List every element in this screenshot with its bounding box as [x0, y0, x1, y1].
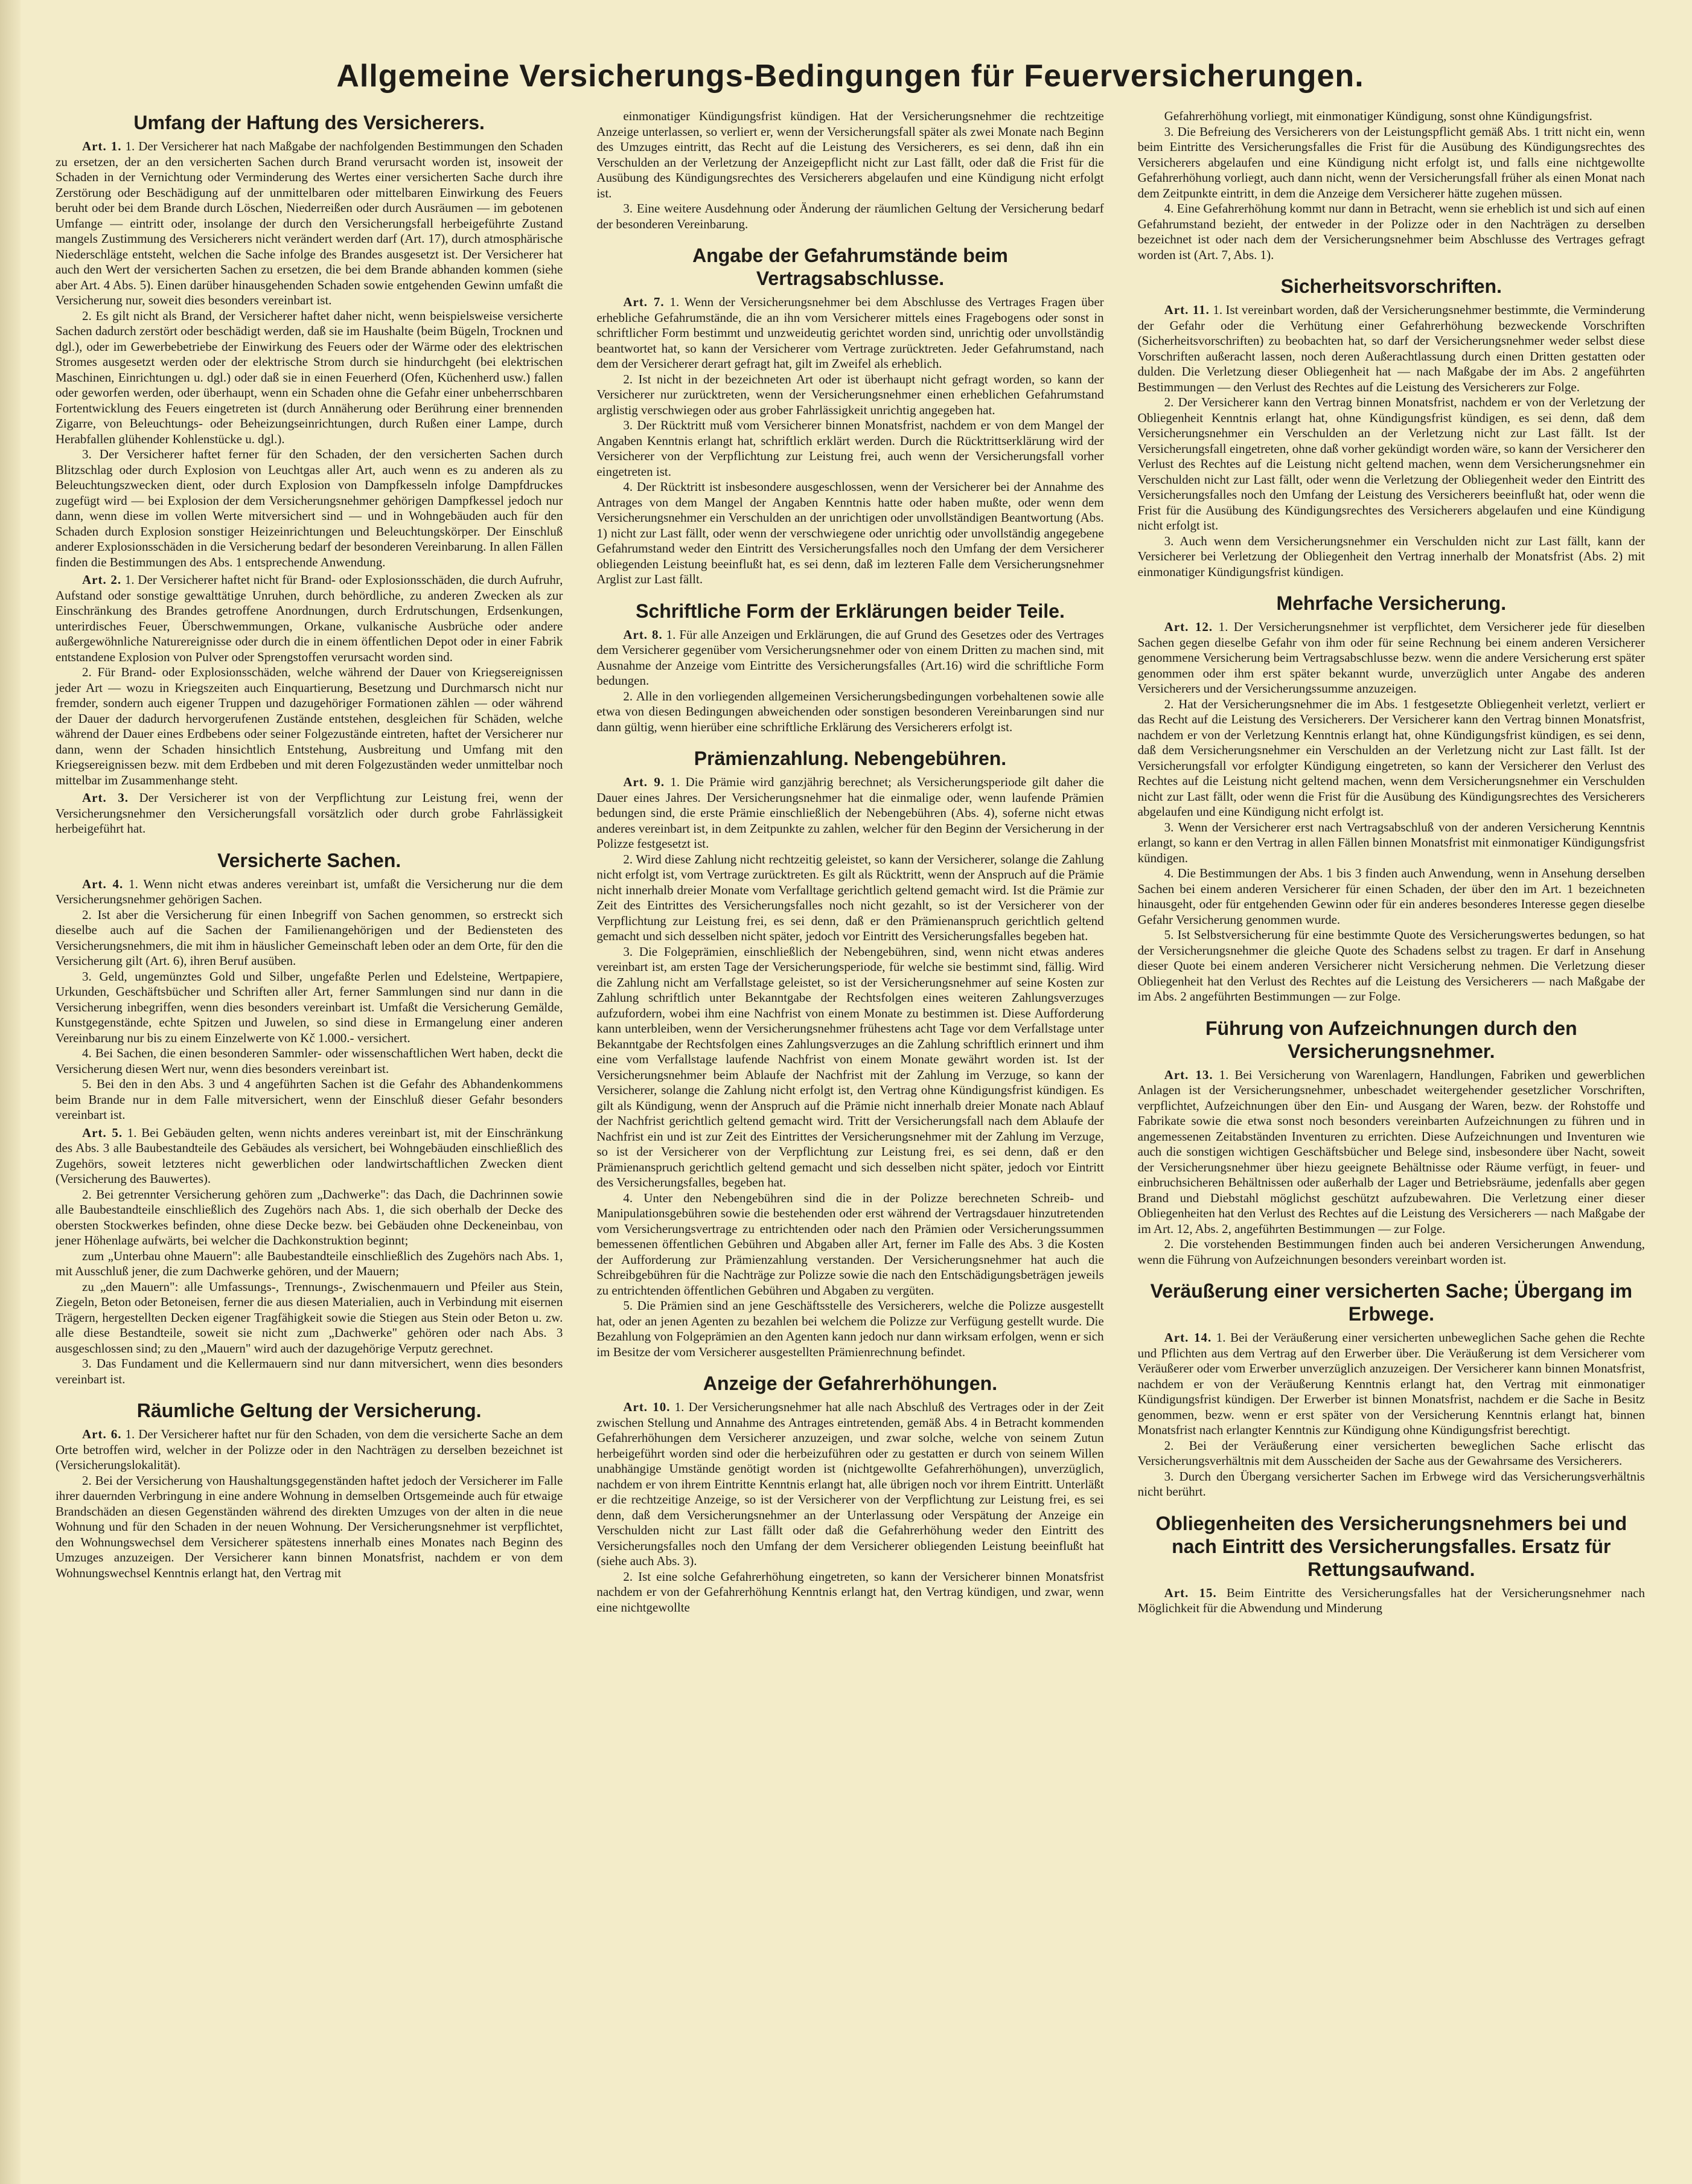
paragraph-text: 2. Für Brand- oder Explosionsschäden, welche während der Dauer von Kriegsereignissen jeder Art — wozu in Kriegszeiten auch Einquartierung, Besetzung und Durchmarsch nicht nur fremder, sondern auch eigener Truppen und dazugehöriger Formationen zählen — oder während der Dauer der dadurch hervorgerufenen Zustände entstehen, desgleichen für Schäden, welche während der Dauer eines Erdbebens oder seiner Folgezustände eintreten, haftet der Versicherer nur dann, wenn der Schaden hinsichtlich Entstehung, Ausbreitung und Umfang mit den Kriegsereignissen bezw. mit dem Erdbeben und mit deren Folgezuständen weder unmittelbar noch mittelbar im Zusammenhange steht.	[56, 665, 563, 787]
paragraph-text: 3. Die Befreiung des Versicherers von der Leistungspflicht gemäß Abs. 1 tritt nicht ein, wenn beim Eintritte des Versicherungsfalles die Frist für die Ausübung des Kündigungsrechtes des Versicherers abgelaufen und eine Kündigung nicht erfolgt ist, und falls eine nichtgewollte Gefahrerhöhung vorliegt, auch dann nicht, wenn der Versicherungsfall früher als einen Monat nach dem Zeitpunkte eintritt, in dem die Anzeige dem Versicherer hätte zugehen müssen.	[1137, 124, 1645, 200]
section	[1138, 109, 1645, 263]
paragraph	[1138, 1438, 1645, 1469]
paragraph-text: 4. Die Bestimmungen der Abs. 1 bis 3 finden auch Anwendung, wenn in Ansehung derselben Sachen bei einem anderen Versicherer für einen Schaden, der über den im Art. 1 bezeichneten hinausgeht, oder für entgehenden Gewinn oder für ein anderes besonderes Interesse gegen dieselbe Gefahr Versicherung genommen wurde.	[1137, 866, 1645, 927]
paragraph	[56, 1473, 563, 1581]
article-label: Art. 12.	[1164, 620, 1213, 634]
paragraph-text: Beim Eintritte des Versicherungsfalles hat der Versicherungsnehmer nach Möglichkeit für die Abwendung und Minderung	[1137, 1585, 1645, 1615]
section-heading: Führung von Aufzeichnungen durch den Versicherungsnehmer.	[1205, 1017, 1577, 1062]
section	[1138, 275, 1645, 580]
section	[596, 109, 1103, 232]
section-heading: Angabe der Gefahrumstände beim Vertragsabschlusse.	[692, 245, 1008, 289]
paragraph	[1138, 620, 1645, 697]
paragraph	[1138, 395, 1645, 534]
section-heading: Schriftliche Form der Erklärungen beider Teile.	[636, 600, 1065, 622]
section-heading: Versicherte Sachen.	[217, 849, 401, 871]
section-heading: Anzeige der Gefahrerhöhungen.	[703, 1372, 998, 1394]
paragraph	[1138, 109, 1645, 124]
paragraph	[56, 139, 563, 309]
paragraph	[56, 1046, 563, 1077]
paragraph	[596, 295, 1103, 372]
paragraph	[1138, 927, 1645, 1005]
paragraph-text: 3. Wenn der Versicherer erst nach Vertragsabschluß von der anderen Versicherung Kenntnis erlangt, so kann er den Vertrag in allen Fällen binnen Monatsfrist mit einmonatiger Kündigungsfrist kündigen.	[1137, 819, 1645, 865]
article-label: Art. 9.	[623, 775, 665, 789]
section	[596, 244, 1103, 588]
paragraph-text: 2. Es gilt nicht als Brand, der Versicherer haftet daher nicht, wenn beispielsweise versicherte Sachen dadurch zerstört oder beschädigt werden, daß sie im Haushalte (beim Bügeln, Trocknen und dgl.), oder im Gewerbebetriebe der Einwirkung des Feuers oder der Wärme oder des elektrischen Stromes ausgesetzt werden oder der elektrische Strom durch sie hindurchgeht (bei elektrischen Maschinen, Einrichtungen u. dgl.) oder daß sie in einen Feuerherd (Ofen, Küchenherd usw.) fallen oder geworfen werden, oder überhaupt, wenn ein Schaden ohne die Gefahr einer unbeherrschbaren Fortentwicklung des Feuers eingetreten ist (durch Annäherung oder Berührung einer brennenden Zigarre, von Beleuchtungs- oder Beheizungseinrichtungen, durch Rußen einer Lampe, durch Herabfallen glühender Kohlenstücke u. dgl.).	[56, 308, 563, 446]
paragraph-text: zu „den Mauern": alle Umfassungs-, Trennungs-, Zwischenmauern und Pfeiler aus Stein, Ziegeln, Beton oder Betoneisen, ferner die aus diesen Materialien, auch in Verbindung mit eisernen Trägern, hergestellten Decken eigener Tragfähigkeit sowie die Stiegen aus Stein oder Beton u. zw. alle diese Bestandteile, soweit sie nicht zum „Dachwerke" gehören oder nach Abs. 3 ausgeschlossen sind; zu den „Mauern" wird auch der dazugehörige Verputz gerechnet.	[56, 1279, 563, 1356]
paragraph	[596, 852, 1103, 944]
paragraph	[56, 309, 563, 447]
section-heading: Mehrfache Versicherung.	[1276, 592, 1507, 614]
paragraph-text: 1. Bei Versicherung von Warenlagern, Handlungen, Fabriken und gewerblichen Anlagen ist der Versicherungsnehmer, unbeschadet weitergehender gesetzlicher Vorschriften, verpflichtet, Aufzeichnungen über den Ein- und Ausgang der Waren, bezw. der Rohstoffe und Fabrikate sowie die etwa sonst noch besonders vereinbarten Aufzeichnungen zu führen und in angemessenen Zeitabständen Inventuren zu errichten. Diese Aufzeichnungen und Inventuren wie auch die sonstigen wichtigen Geschäftsbücher und Belege sind, insbesondere über Nacht, soweit der Versicherungsnehmer über hiezu geeignete Behältnisse oder Räume verfügt, in feuer- und einbruchsicheren Behältnissen oder außerhalb der Lager und Betriebsräume, jedenfalls aber gegen Brand und Diebstahl möglichst geschützt aufzubewahren. Die Verletzung einer dieser Obliegenheiten hat den Verlust des Rechtes auf die Leistung des Versicherers — nach Maßgabe der im Art. 12, Abs. 2, angeführten Bestimmungen — zur Folge.	[1137, 1067, 1646, 1236]
paragraph-text: 1. Der Versicherungsnehmer ist verpflichtet, dem Versicherer jede für dieselben Sachen gegen dieselbe Gefahr von ihm oder für seine Rechnung bei einem anderen Versicherer genommene Versicherung beim Vertragsabschlusse bezw. wenn die andere Versicherung erst später genommen oder ihm erst später bekannt wurde, unverzüglich unter Angabe des anderen Versicherers und der Versicherungssumme anzuzeigen.	[1137, 620, 1645, 696]
paragraph	[56, 1356, 563, 1387]
article-label: Art. 8.	[623, 627, 663, 642]
section-heading: Sicherheitsvorschriften.	[1280, 275, 1502, 297]
paragraph-text: 3. Die Folgeprämien, einschließlich der Nebengebühren, sind, wenn nicht etwas anderes vereinbart ist, am ersten Tage der Versicherungsperiode, für welche sie bestimmt sind, fällig. Wird die Zahlung nicht am Verfallstage geleistet, so ist der Versicherungsnehmer auf seine Kosten zur Zahlung schriftlich unter Bekanntgabe der Rechtsfolgen eines weiteren Zahlungsverzuges aufzufordern, wobei ihm eine Nachfrist von einem Monate zu bestimmen ist. Diese Aufforderung kann unterbleiben, wenn der Versicherungsnehmer frühestens acht Tage vor dem Verfallstage unter Bekanntgabe der Rechtsfolgen eines Zahlungsverzuges an die Zahlung schriftlich erinnert und ihm eine vom Verfallstage laufende Nachfrist von einem Monate gewährt worden ist. Ist der Versicherungsnehmer beim Ablaufe der Nachfrist mit der Zahlung im Verzuge, so kann der Versicherer, solange die Zahlung nicht erfolgt ist, den Vertrag ohne Kündigungsfrist kündigen. Es gilt als Kündigung, wenn der Anspruch auf die Prämie nicht innerhalb dreier Monate nach Ablauf der Nachfrist gerichtlich geltend gemacht wird. Tritt der Versicherungsfall nach dem Ablaufe der Nachfrist ein und ist zur Zeit des Eintrittes der Versicherungsnehmer mit der Zahlung im Verzuge, so ist der Versicherer von der Verpflichtung zur Leistung frei, es sei denn, daß er den Prämienanspruch gerichtlich geltend gemacht und sich desselben nicht später, jedoch vor Eintritt des Versicherungsfalles, begeben hat.	[596, 944, 1104, 1190]
paragraph-text: 1. Wenn nicht etwas anderes vereinbart ist, umfaßt die Versicherung nur die dem Versicherungsnehmer gehörigen Sachen.	[56, 876, 563, 906]
article-label: Art. 10.	[623, 1400, 671, 1414]
article-label: Art. 15.	[1164, 1585, 1217, 1600]
paragraph-text: 5. Bei den in den Abs. 3 und 4 angeführten Sachen ist die Gefahr des Abhandenkommens beim Brande nur in dem Falle mitversichert, wenn der Einschluß dieser Gefahr besonders vereinbart ist.	[56, 1077, 563, 1122]
paragraph	[1138, 124, 1645, 202]
paragraph	[596, 1400, 1103, 1569]
paragraph	[596, 1191, 1103, 1299]
paragraph-text: 5. Die Prämien sind an jene Geschäftsstelle des Versicherers, welche die Polizze ausgestellt hat, oder an jenen Agenten zu bezahlen bei welchem die Polizze zur Verfügung gestellt wurde. Die Bezahlung von Folgeprämien an den Agenten kann jedoch nur dann wirksam erfolgen, wenn er sich im Besitze der vom Versicherer ausgestellten Prämienrechnung befindet.	[596, 1298, 1104, 1359]
paragraph	[596, 109, 1103, 201]
section	[1138, 1017, 1645, 1268]
paragraph	[596, 944, 1103, 1191]
paragraph-text: 2. Hat der Versicherungsnehmer die im Abs. 1 festgesetzte Obliegenheit verletzt, verliert er das Recht auf die Leistung des Versicherers. Der Versicherer kann den Vertrag binnen Monatsfrist, nachdem er von der Verletzung Kenntnis erlangt hat, ohne Kündigungsfrist kündigen, es sei denn, daß dem Versicherungsnehmer ein Verschulden an der Verletzung nicht zur Last fällt. Ist der Versicherungsfall vor erfolgter Kündigung eingetreten, so kann der Versicherer den Verlust des Rechtes auf die Leistung nicht geltend machen, wenn dem Versicherungsnehmer ein Verschulden nicht zur Last fällt, oder wenn die Frist für die Ausübung des Kündigungsrechtes des Versicherers abgelaufen und eine Kündigung nicht erfolgt ist.	[1137, 696, 1645, 819]
article-label: Art. 11.	[1164, 303, 1210, 317]
paragraph-text: 1. Der Versicherungsnehmer hat alle nach Abschluß des Vertrages oder in der Zeit zwischen Stellung und Annahme des Antrages eintretenden, gemäß Abs. 4 in Betracht kommenden Gefahrerhöhungen dem Versicherer anzuzeigen, und zwar solche, welche von seinem Zutun herbeigeführt worden sind oder die herbeizuführen oder zu gestatten er durch von seinem Willen unabhängige Umstände genötigt worden ist (nichtgewollte Gefahrerhöhungen), unverzüglich, nachdem er von ihrem Eintritte Kenntnis erlangt hat, alle übrigen noch vor ihrem Eintritt. Unterläßt er die rechtzeitige Anzeige, so ist der Versicherer von der Verpflichtung zur Leistung frei, es sei denn, daß dem Versicherungsnehmer an der Unterlassung oder Verspätung der Anzeige ein Verschulden nicht zur Last fällt oder daß die Gefahrerhöhung weder den Eintritt des Versicherungsfalles noch den Umfang der dem Versicherer obliegenden Leistung beeinflußt hat (siehe auch Abs. 3).	[596, 1400, 1104, 1568]
section	[56, 1399, 563, 1581]
section	[596, 1372, 1103, 1615]
paragraph	[596, 1569, 1103, 1616]
paragraph-text: 4. Der Rücktritt ist insbesondere ausgeschlossen, wenn der Versicherer bei der Annahme des Antrages von dem Mangel der Angaben Kenntnis hatte oder haben mußte, oder wenn dem Versicherungsnehmer ein Verschulden an der unrichtigen oder unvollständigen Beantwortung (Abs. 1) nicht zur Last fällt, oder wenn der verschwiegene oder unrichtig oder unvollständig angegebene Gefahrumstand weder den Eintritt des Versicherungsfalles noch den Umfang der dem Versicherer obliegenden Leistung beeinflußt hat, es sei denn, daß im lezteren Falle dem Versicherungsnehmer Arglist zur Last fällt.	[596, 479, 1104, 586]
paragraph-text: 2. Bei der Veräußerung einer versicherten beweglichen Sache erlischt das Versicherungsverhältnis mit dem Ausscheiden der Sache aus der Gewahrsame des Versicherers.	[1137, 1438, 1645, 1468]
section	[1138, 1279, 1645, 1500]
paragraph-text: 2. Ist nicht in der bezeichneten Art oder ist überhaupt nicht gefragt worden, so kann der Versicherer nur zurücktreten, wenn der Versicherungsnehmer einen erheblichen Gefahrumstand arglistig verschwiegen oder aus grober Fahrlässigkeit unrichtig angegeben hat.	[596, 371, 1104, 417]
paragraph-text: 3. Der Versicherer haftet ferner für den Schaden, der den versicherten Sachen durch Blitzschlag oder durch Explosion von Leuchtgas aller Art, auch wenn es zu anderen als zu Beleuchtungszwecken dient, oder durch Explosion von Dampfkesseln infolge Dampfdruckes zugefügt wird — bei Explosion der dem Versicherungsnehmer gehörigen Dampfkessel jedoch nur dann, wenn diese im vollen Werte mitversichert sind — und in Wohngebäuden auch für den Schaden durch Explosion sonstiger Heizeinrichtungen und Beleuchtungskörper. Der Einschluß anderer Explosionsschäden in die Versicherung bedarf der besonderen Vereinbarung. In allen Fällen finden die Bestimmungen des Abs. 1 entsprechende Anwendung.	[56, 447, 563, 569]
text-column-2	[596, 109, 1103, 1616]
paragraph	[56, 908, 563, 969]
paragraph	[1138, 697, 1645, 820]
paragraph-text: 3. Eine weitere Ausdehnung oder Änderung der räumlichen Geltung der Versicherung bedarf der besonderen Vereinbarung.	[596, 201, 1104, 231]
paragraph-text: 4. Eine Gefahrerhöhung kommt nur dann in Betracht, wenn sie erheblich ist und sich auf einen Gefahrumstand bezieht, der entweder in der Polizze oder in den Nachträgen zu derselben bezeichnet ist oder nach dem der Versicherungsnehmer beim Abschlusse des Vertrages gefragt worden ist (Art. 7, Abs. 1).	[1137, 201, 1645, 262]
paragraph-text: 4. Unter den Nebengebühren sind die in der Polizze berechneten Schreib- und Manipulationsgebühren sowie die bestehenden oder erst während der Vertragsdauer hinzutretenden vom Versicherungsvertrage zu entrichtenden oder nach den Prämien oder Versicherungssummen bemessenen öffentlichen Gebühren und Abgaben aller Art, ferner im Falle des Abs. 3 die Kosten der Aufforderung zur Prämienzahlung verstanden. Der Versicherungsnehmer hat auch die Schreibgebühren für die Nachträge zur Polizze sowie die nach den Entschädigungsbeträgen jeweils zu entrichtenden öffentlichen Gebühren und Abgaben zu vergüten.	[596, 1190, 1104, 1298]
paragraph	[596, 1298, 1103, 1360]
paragraph-text: 3. Durch den Übergang versicherter Sachen im Erbwege wird das Versicherungsverhältnis nicht berührt.	[1137, 1468, 1645, 1499]
paragraph	[56, 447, 563, 570]
paragraph	[56, 790, 563, 837]
paragraph	[1138, 201, 1645, 263]
section	[596, 600, 1103, 735]
paragraph-text: 3. Der Rücktritt muß vom Versicherer binnen Monatsfrist, nachdem er von dem Mangel der Angaben Kenntnis erlangt hat, schriftlich erklärt werden. Durch die Rücktrittserklärung wird der Versicherer von der Verpflichtung zur Leistung frei, auch wenn der Versicherungsfall vorher eingetreten ist.	[596, 418, 1104, 479]
section	[56, 111, 563, 837]
paragraph-text: zum „Unterbau ohne Mauern": alle Baubestandteile einschließlich des Zugehörs nach Abs. 1, mit Ausschluß jener, die zum Dachwerke gehören, und der Mauern;	[56, 1248, 563, 1278]
section-heading: Umfang der Haftung des Versicherers.	[133, 112, 485, 133]
paragraph	[56, 572, 563, 665]
section	[596, 747, 1103, 1360]
paragraph-text: 2. Wird diese Zahlung nicht rechtzeitig geleistet, so kann der Versicherer, solange die Zahlung nicht erfolgt ist, vom Vertrage zurücktreten. Es gilt als Rücktritt, wenn der Anspruch auf die Prämie nicht innerhalb dreier Monate vom Verfalltage gerichtlich geltend gemacht wird. Ist die Prämie zur Zeit des Eintrittes des Versicherungsfalles noch nicht gezahlt, so ist der Versicherer von der Verpflichtung zur Leistung frei, es sei denn, daß er den Prämienanspruch gerichtlich geltend gemacht und sich desselben nicht später, jedoch vor Eintritt des Versicherungsfalles begeben hat.	[596, 851, 1104, 943]
article-label: Art. 4.	[82, 876, 124, 891]
article-label: Art. 13.	[1164, 1067, 1213, 1082]
paragraph	[56, 969, 563, 1046]
paragraph	[56, 1077, 563, 1123]
paragraph-text: einmonatiger Kündigungsfrist kündigen. Hat der Versicherungsnehmer die rechtzeitige Anzeige unterlassen, so verliert er, wenn der Versicherungsfall später als zwei Monate nach Beginn des Umzuges eintritt, das Recht auf die Leistung des Versicherers, es sei denn, daß ihn ein Verschulden an der Verletzung der Anzeigepflicht nicht zur Last fällt, oder daß die Frist für die Ausübung des Kündigungsrechtes des Versicherers abgelaufen und eine Kündigung nicht erfolgt ist.	[596, 109, 1104, 200]
article-label: Art. 14.	[1164, 1330, 1212, 1345]
paragraph-text: 2. Die vorstehenden Bestimmungen finden auch bei anderen Versicherungen Anwendung, wenn die Führung von Aufzeichnungen besonders vereinbart worden ist.	[1137, 1237, 1645, 1267]
paragraph-text: 2. Ist aber die Versicherung für einen Inbegriff von Sachen genommen, so erstreckt sich dieselbe auch auf die Sachen der Familienangehörigen und der Bediensteten des Versicherungsnehmers, die mit ihm in häuslicher Gemeinschaft leben oder an dem Orte, für den die Versicherung gilt (Art. 6), ihren Beruf ausüben.	[56, 907, 563, 968]
paragraph	[56, 665, 563, 788]
paragraph	[596, 689, 1103, 735]
text-column-1	[56, 109, 563, 1616]
paragraph-text: 2. Alle in den vorliegenden allgemeinen Versicherungsbedingungen vorbehaltenen sowie alle etwa von diesen Bedingungen abweichenden oder sonstigen besonderen Vereinbarungen sind nur dann gültig, wenn hierüber eine schriftliche Erklärung des Versicherers erfolgt ist.	[596, 688, 1104, 734]
paragraph-text: 5. Ist Selbstversicherung für eine bestimmte Quote des Versicherungswertes bedungen, so hat der Versicherungsnehmer die gleiche Quote des Schadens selbst zu tragen. Er darf in Ansehung dieser Quote bei einem anderen Versicherer nicht Versicherung nehmen. Die Verletzung dieser Obliegenheit hat den Verlust des Rechtes auf die Leistung des Versicherers — nach Maßgabe der im Abs. 2 angeführten Bestimmungen — zur Folge.	[1137, 927, 1645, 1004]
paragraph-text: 1. Bei Gebäuden gelten, wenn nichts anderes vereinbart ist, mit der Einschränkung des Abs. 3 alle Baubestandteile des Gebäudes als versichert, bei Wohngebäuden einschließlich des Zugehörs, soweit letzteres nicht gewerblichen oder landwirtschaftlichen Zwecken dient (Versicherung des Bauwertes).	[56, 1125, 563, 1186]
paragraph	[1138, 1068, 1645, 1237]
article-label: Art. 5.	[82, 1125, 123, 1140]
paragraph-text: 3. Geld, ungemünztes Gold und Silber, ungefaßte Perlen und Edelsteine, Wertpapiere, Urkunden, Geschäftsbücher und Schriften aller Art, ferner Sammlungen sind nur dann in die Versicherung inbegriffen, wenn dies besonders vereinbart ist. Umfaßt die Versicherung Gemälde, Kunstgegenstände, echte Spitzen und Juwelen, so sind diese in Ermangelung einer anderen Vereinbarung nur bis zu einem Einzelwerte von Kč 1.000.- versichert.	[56, 969, 563, 1045]
article-label: Art. 1.	[82, 139, 122, 153]
paragraph-text: Der Versicherer ist von der Verpflichtung zur Leistung frei, wenn der Versicherungsnehmer den Versicherungsfall vorsätzlich oder durch grobe Fahrlässigkeit herbeigeführt hat.	[56, 790, 563, 836]
paragraph-text: Gefahrerhöhung vorliegt, mit einmonatiger Kündigung, sonst ohne Kündigungsfrist.	[1164, 109, 1592, 123]
article-label: Art. 7.	[623, 295, 665, 309]
paragraph-text: 1. Der Versicherer haftet nicht für Brand- oder Explosionsschäden, die durch Aufruhr, Aufstand oder sonstige gewalttätige Unruhen, durch behördliche, zu anderen Zwecken als zur Einschränkung des Brandes getroffene Anordnungen, durch Erdrutschungen, Erdsenkungen, unterirdisches Feuer, Überschwemmungen, Orkane, vulkanische Ausbrüche oder andere außergewöhnliche Naturereignisse oder durch die in einem öffentlichen Depot oder in einer Fabrik entstandene Explosion von Pulver oder Sprengstoffen verursacht worden sind.	[56, 572, 563, 664]
paragraph	[56, 1279, 563, 1357]
paragraph-text: 3. Das Fundament und die Kellermauern sind nur dann mitversichert, wenn dies besonders vereinbart ist.	[56, 1356, 563, 1386]
section	[1138, 592, 1645, 1005]
paragraph-text: 1. Ist vereinbart worden, daß der Versicherungsnehmer bestimmte, die Verminderung der Gefahr oder die Verhütung einer Gefahrerhöhung bezweckende Vorschriften (Sicherheitsvorschriften) zu beobachten hat, so darf der Versicherungsnehmer weder selbst diese Vorschriften außeracht lassen, noch deren Außerachtlassung durch einen Dritten gestatten oder dulden. Die Verletzung dieser Obliegenheit hat — nach Maßgabe der im Abs. 2 angeführten Bestimmungen — den Verlust des Rechtes auf die Leistung des Versicherers zur Folge.	[1137, 303, 1645, 394]
article-label: Art. 3.	[82, 790, 129, 805]
section	[1138, 1512, 1645, 1616]
paragraph	[1138, 1330, 1645, 1438]
paragraph	[56, 1126, 563, 1187]
paragraph	[1138, 820, 1645, 866]
paragraph-text: 1. Wenn der Versicherungsnehmer bei dem Abschlusse des Vertrages Fragen über erhebliche Gefahrumstände, die an ihn vom Versicherer mittels eines Fragebogens oder sonst in schriftlicher Form bestimmt und unzweideutig gerichtet worden sind, unrichtig oder unvollständig beantwortet hat, so kann der Versicherer vom Vertrage zurücktreten. Jeder Gefahrumstand, nach dem der Versicherer derart gefragt hat, gilt im Zweifel als erheblich.	[596, 295, 1104, 371]
paragraph	[1138, 1586, 1645, 1616]
paragraph	[56, 1427, 563, 1473]
paragraph	[56, 1249, 563, 1279]
paragraph	[1138, 534, 1645, 580]
text-column-3	[1138, 109, 1645, 1616]
paragraph	[596, 775, 1103, 852]
paragraph	[1138, 1237, 1645, 1267]
document-title: Allgemeine Versicherungs-Bedingungen für Feuerversicherungen.	[336, 59, 1364, 94]
section-heading: Prämienzahlung. Nebengebühren.	[694, 748, 1007, 769]
paragraph	[1138, 866, 1645, 927]
paragraph-text: 1. Der Versicherer haftet nur für den Schaden, von dem die versicherte Sache an dem Orte betroffen wird, welcher in der Polizze oder in den Nachträgen zu derselben bezeichnet ist (Versicherungslokalität).	[56, 1427, 563, 1472]
article-label: Art. 6.	[82, 1427, 122, 1441]
paragraph-text: 3. Auch wenn dem Versicherungsnehmer ein Verschulden nicht zur Last fällt, kann der Versicherer bei Verletzung der Obliegenheit den Vertrag innerhalb der Monatsfrist (Abs. 2) mit einmonatiger Kündigungsfrist kündigen.	[1137, 533, 1645, 579]
section-heading: Räumliche Geltung der Versicherung.	[136, 1400, 482, 1421]
paragraph	[596, 372, 1103, 418]
article-label: Art. 2.	[82, 572, 122, 587]
paragraph-text: 1. Für alle Anzeigen und Erklärungen, die auf Grund des Gesetzes oder des Vertrages dem Versicherer gegenüber vom Versicherungsnehmer oder von einem Dritten zu machen sind, mit Ausnahme der Anzeige vom Eintritte des Versicherungsfalles (Art.16) wird die schriftliche Form bedungen.	[596, 627, 1104, 688]
paragraph	[1138, 303, 1645, 395]
paragraph-text: 2. Der Versicherer kann den Vertrag binnen Monatsfrist, nachdem er von der Verletzung der Obliegenheit Kenntnis erlangt hat, ohne Kündigungsfrist kündigen, es sei denn, daß dem Versicherungsnehmer ein Verschulden an der Verletzung nicht zur Last fällt. Ist der Versicherungsfall eingetreten, ohne daß vorher gekündigt worden wäre, so kann der Versicherer den Verlust des Rechtes auf die Leistung nicht geltend machen, wenn dem Versicherungsnehmer ein Verschulden nicht zur Last fällt, oder wenn die Verletzung der Obliegenheit weder den Eintritt des Versicherungsfalles noch den Umfang der Leistung des Versicherers beeinflußt hat, oder wenn die Frist für die Ausübung des Kündigungsrechtes des Versicherers abgelaufen und eine Kündigung nicht erfolgt ist.	[1137, 395, 1645, 533]
paragraph-text: 1. Die Prämie wird ganzjährig berechnet; als Versicherungsperiode gilt daher die Dauer eines Jahres. Der Versicherungsnehmer hat die einmalige oder, wenn laufende Prämien bedungen sind, die erste Prämie einschließlich der Nebengebühren (Abs. 4), soferne nicht etwas anderes vereinbart ist, in dem Zeitpunkte zu zahlen, welcher für den Beginn der Versicherung in der Polizze festgesetzt ist.	[596, 775, 1104, 851]
paragraph	[596, 201, 1103, 232]
binding-gutter	[0, 0, 21, 2184]
section-heading: Obliegenheiten des Versicherungsnehmers bei und nach Eintritt des Versicherungsfalles. Ersatz für Rettungsaufwand.	[1155, 1512, 1627, 1580]
paragraph	[596, 627, 1103, 689]
text-columns	[56, 109, 1645, 1616]
paragraph	[56, 1187, 563, 1249]
paragraph-text: 1. Bei der Veräußerung einer versicherten unbeweglichen Sache gehen die Rechte und Pflichten aus dem Vertrag auf den Erwerber über. Die Veräußerung ist dem Versicherer vom Veräußerer oder vom Erwerber unverzüglich anzuzeigen. Der Versicherer kann binnen Monatsfrist, nachdem er von der Veräußerung Kenntnis erlangt hat, den Vertrag mit einmonatiger Kündigungsfrist kündigen. Der Erwerber ist binnen Monatsfrist, nachdem er die Sache in Besitz genommen, bezw. wenn er erst später von der Versicherung Kenntnis erlangt hat, binnen Monatsfrist nach erlangter Kenntnis zur Kündigung ohne Kündigungsfrist berechtigt.	[1137, 1330, 1645, 1437]
paragraph-text: 2. Bei getrennter Versicherung gehören zum „Dachwerke": das Dach, die Dachrinnen sowie alle Baubestandteile einschließlich des Zugehörs nach Abs. 1, die sich oberhalb der Decke des obersten Stockwerkes befinden, ohne diese Decke bezw. bei Gebäuden ohne Deckeneinbau, von jener Höhenlage aufwärts, bei welcher die Dachkonstruktion beginnt;	[56, 1186, 563, 1247]
section-heading: Veräußerung einer versicherten Sache; Übergang im Erbwege.	[1150, 1280, 1633, 1325]
paragraph	[56, 877, 563, 908]
section	[56, 849, 563, 1388]
paragraph	[1138, 1469, 1645, 1500]
paragraph-text: 1. Der Versicherer hat nach Maßgabe der nachfolgenden Bestimmungen den Schaden zu ersetzen, der an den versicherten Sachen durch Brand verursacht worden ist, insoweit der Schaden in der Vernichtung oder Verminderung des Wertes einer versicherten Sache durch ihre Zerstörung oder Beschädigung auf der unmittelbaren oder mittelbaren Einwirkung des Feuers beruht oder bei dem Brande durch Löschen, Niederreißen oder durch Ausräumen — im gebotenen Umfange — eintritt oder, insolange der durch den Versicherungsfall herbeigeführte Zustand mangels Zustimmung des Versicherers nicht verändert werden darf (Art. 17), durch atmosphärische Niederschläge entsteht, welchen die Sache infolge des Brandes ausgesetzt ist. Der Versicherer hat auch den Wert der versicherten Sachen zu ersetzen, die bei dem Brande abhanden kommen (siehe aber Art. 4 Abs. 5). Einen darüber hinausgehenden Schaden sowie entgehenden Gewinn umfaßt die Versicherung nur, soweit dies besonders vereinbart ist.	[56, 139, 563, 307]
paragraph-text: 2. Bei der Versicherung von Haushaltungsgegenständen haftet jedoch der Versicherer im Falle ihrer dauernden Verbringung in eine andere Wohnung in demselben Ortsgemeinde auch für etwaige Brandschäden an diesen Gegenständen während des direkten Umzuges von der alten in die neue Wohnung und für den Schaden in der neuen Wohnung. Der Versicherungsnehmer ist verpflichtet, den Wohnungswechsel dem Versicherer spätestens innerhalb eines Monates nach Beginn des Umzuges anzuzeigen. Der Versicherer kann binnen Monatsfrist, nachdem er von dem Wohnungswechsel Kenntnis erlangt hat, den Vertrag mit	[56, 1473, 563, 1580]
paragraph	[596, 418, 1103, 479]
paragraph	[596, 479, 1103, 588]
paragraph-text: 4. Bei Sachen, die einen besonderen Sammler- oder wissenschaftlichen Wert haben, deckt die Versicherung diesen Wert nur, wenn dies besonders vereinbart ist.	[56, 1046, 563, 1076]
paragraph-text: 2. Ist eine solche Gefahrerhöhung eingetreten, so kann der Versicherer binnen Monatsfrist nachdem er von der Gefahrerhöhung Kenntnis erlangt hat, den Vertrag kündigen, und zwar, wenn eine nichtgewollte	[596, 1569, 1104, 1615]
